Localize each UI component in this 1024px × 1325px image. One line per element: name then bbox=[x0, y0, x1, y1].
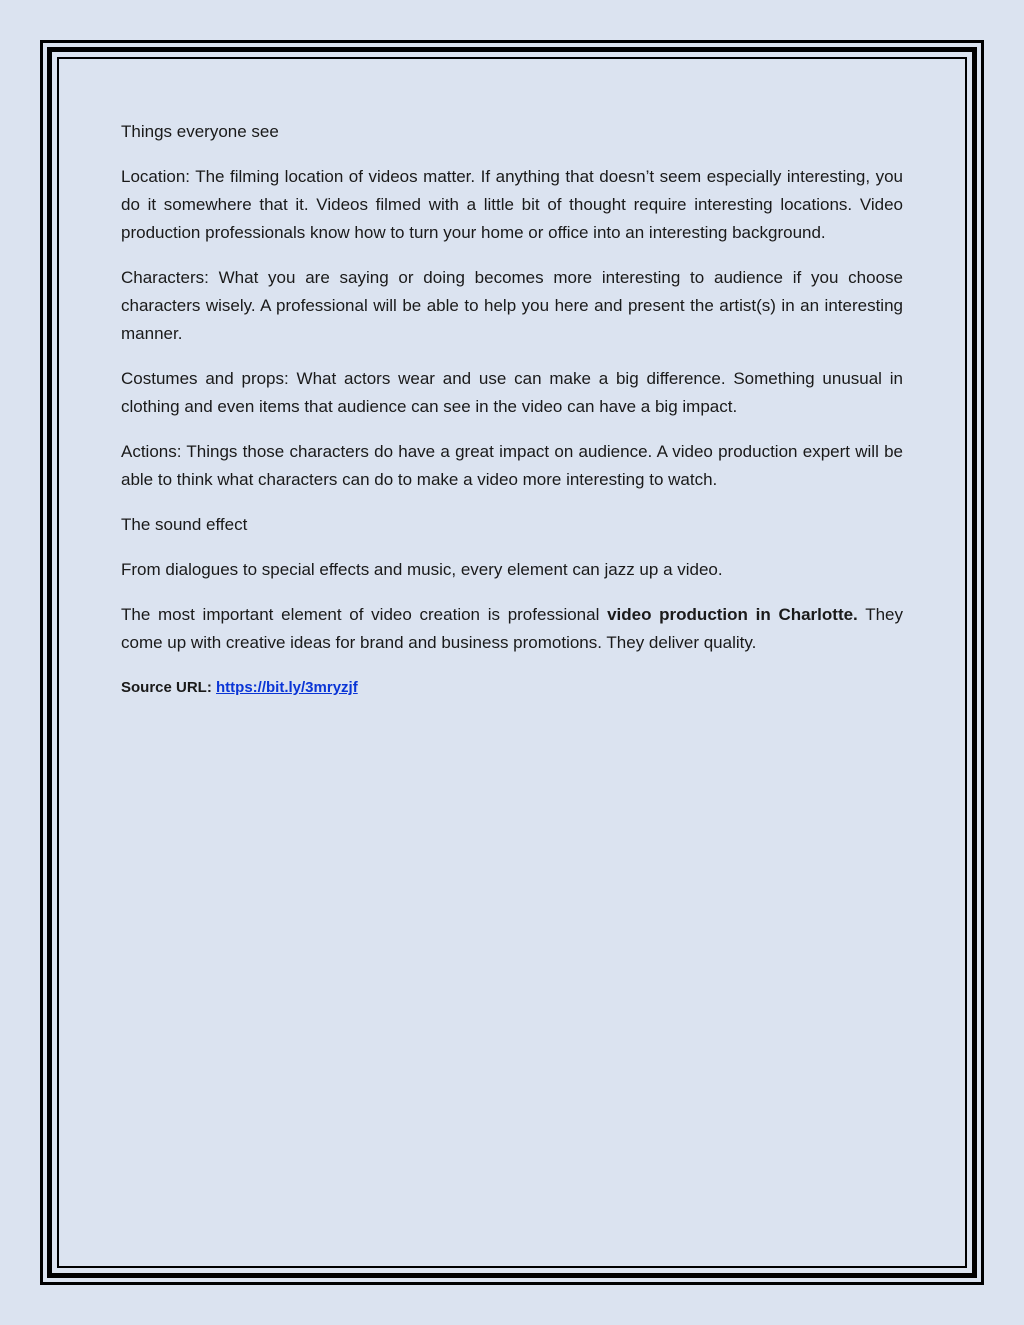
closing-text-start: The most important element of video creation is professional bbox=[121, 605, 608, 624]
source-link[interactable]: https://bit.ly/3mryzjf bbox=[216, 679, 358, 696]
paragraph-costumes: Costumes and props: What actors wear and use can make a big difference. Something unusual in clothing and even items that audience can see in the video can have a big impact. bbox=[121, 369, 903, 416]
paragraph-dialogues: From dialogues to special effects and music, every element can jazz up a video. bbox=[121, 560, 723, 579]
source-label: Source URL: bbox=[121, 679, 217, 696]
section-heading-things: Things everyone see bbox=[121, 122, 279, 141]
document-body bbox=[121, 118, 903, 702]
closing-bold-text: video production in Charlotte. bbox=[607, 605, 858, 624]
closing-text-end: They come up with creative ideas for brand and business promotions. They deliver quality. bbox=[121, 605, 903, 652]
paragraph-closing bbox=[121, 601, 903, 657]
paragraph-actions: Actions: Things those characters do have a great impact on audience. A video production expert will be able to think what characters can do to make a video more interesting to watch. bbox=[121, 442, 903, 489]
paragraph-location: Location: The filming location of videos matter. If anything that doesn’t seem especially interesting, you do it somewhere that it. Videos filmed with a little bit of thought require interesting locations. Video production professionals know how to turn your home or office into an interesting background. bbox=[121, 167, 903, 242]
section-heading-sound: The sound effect bbox=[121, 515, 248, 534]
source-line bbox=[121, 674, 903, 702]
paragraph-characters: Characters: What you are saying or doing becomes more interesting to audience if you choose characters wisely. A professional will be able to help you here and present the artist(s) in an interesting manner. bbox=[121, 268, 903, 343]
